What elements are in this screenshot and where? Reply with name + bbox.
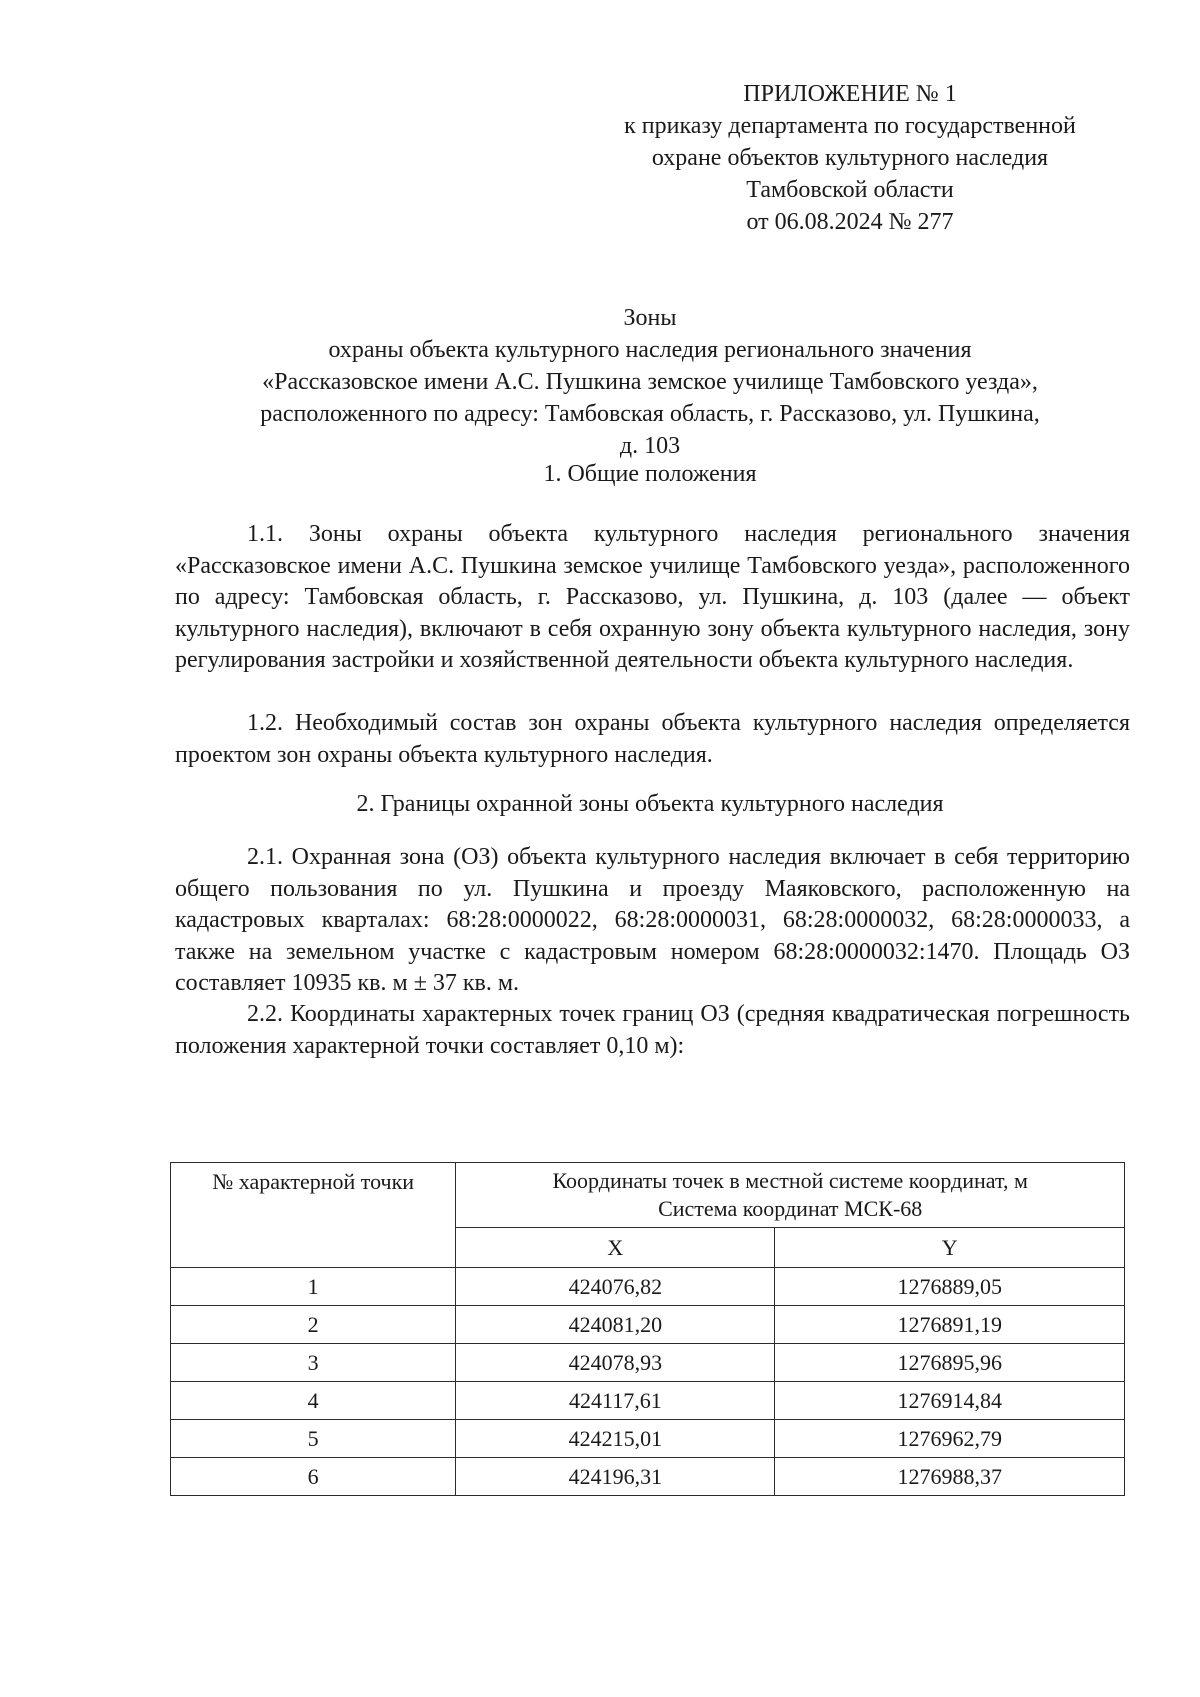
cell-point-number: 5 <box>171 1420 456 1458</box>
paragraph-1-2: 1.2. Необходимый состав зон охраны объекта культурного наследия определяется проектом зон охраны объекта культурного наследия. <box>175 710 1130 768</box>
appendix-order-line: к приказу департамента по государственной <box>624 113 1076 139</box>
cell-point-number: 1 <box>171 1268 456 1306</box>
appendix-header <box>570 78 1130 238</box>
cell-y: 1276914,84 <box>775 1382 1125 1420</box>
cell-point-number: 4 <box>171 1382 456 1420</box>
cell-x: 424215,01 <box>456 1420 775 1458</box>
title-line: охраны объекта культурного наследия регионального значения <box>328 337 972 363</box>
title-line: расположенного по адресу: Тамбовская область, г. Рассказово, ул. Пушкина, <box>260 401 1040 427</box>
coordinates-table <box>170 1162 1125 1496</box>
table-row <box>171 1268 1125 1306</box>
cell-x: 424117,61 <box>456 1382 775 1420</box>
title-line: «Рассказовское имени А.С. Пушкина земское училище Тамбовского уезда», <box>262 369 1038 395</box>
cell-point-number: 6 <box>171 1458 456 1496</box>
paragraph-2-2: 2.2. Координаты характерных точек границ ОЗ (средняя квадратическая погрешность положения характерной точки составляет 0,10 м): <box>175 1001 1130 1059</box>
cell-y: 1276889,05 <box>775 1268 1125 1306</box>
header-coordinates-line: Координаты точек в местной системе координат, м <box>552 1168 1028 1194</box>
title-line: д. 103 <box>619 433 681 459</box>
table-row <box>171 1420 1125 1458</box>
header-coordinates <box>456 1163 1125 1228</box>
cell-point-number: 3 <box>171 1344 456 1382</box>
cell-x: 424076,82 <box>456 1268 775 1306</box>
table-row <box>171 1306 1125 1344</box>
section-1-heading: 1. Общие положения <box>543 461 757 487</box>
appendix-number: ПРИЛОЖЕНИЕ № 1 <box>743 81 957 107</box>
cell-y: 1276895,96 <box>775 1344 1125 1382</box>
section-2-heading: 2. Границы охранной зоны объекта культурного наследия <box>356 791 944 817</box>
header-x: X <box>456 1228 775 1268</box>
cell-y: 1276988,37 <box>775 1458 1125 1496</box>
cell-point-number: 2 <box>171 1306 456 1344</box>
cell-y: 1276891,19 <box>775 1306 1125 1344</box>
paragraph-1-1: 1.1. Зоны охраны объекта культурного наследия регионального значения «Рассказовское имени А.С. Пушкина земское училище Тамбовского уезда», расположенного по адресу: Тамбовская область, г. Рассказово, ул. Пушкина, д. 103 (далее — объект культурного наследия), включают в себя охранную зону объекта культурного наследия, зону регулирования застройки и хозяйственной деятельности объекта культурного наследия. <box>175 521 1130 674</box>
table-row <box>171 1458 1125 1496</box>
cell-x: 424078,93 <box>456 1344 775 1382</box>
paragraph-2-1: 2.1. Охранная зона (ОЗ) объекта культурного наследия включает в себя территорию общего пользования по ул. Пушкина и проезду Маяковского, расположенную на кадастровых кварталах: 68:28:0000022, 68:28:0000031, 68:28:0000032, 68:28:0000033, а также на земельном участке с кадастровым номером 68:28:0000032:1470. Площадь ОЗ составляет 10935 кв. м ± 37 кв. м. <box>175 844 1130 997</box>
cell-y: 1276962,79 <box>775 1420 1125 1458</box>
document-title <box>170 302 1130 462</box>
header-coordinate-system: Система координат МСК-68 <box>658 1196 923 1222</box>
header-point-number: № характерной точки <box>171 1163 456 1268</box>
appendix-order-date: от 06.08.2024 № 277 <box>746 209 954 235</box>
table-row <box>171 1344 1125 1382</box>
appendix-order-line: Тамбовской области <box>746 177 954 203</box>
cell-x: 424196,31 <box>456 1458 775 1496</box>
header-y: Y <box>775 1228 1125 1268</box>
appendix-order-line: охране объектов культурного наследия <box>651 145 1049 171</box>
title-line: Зоны <box>623 305 677 331</box>
table-row <box>171 1382 1125 1420</box>
cell-x: 424081,20 <box>456 1306 775 1344</box>
